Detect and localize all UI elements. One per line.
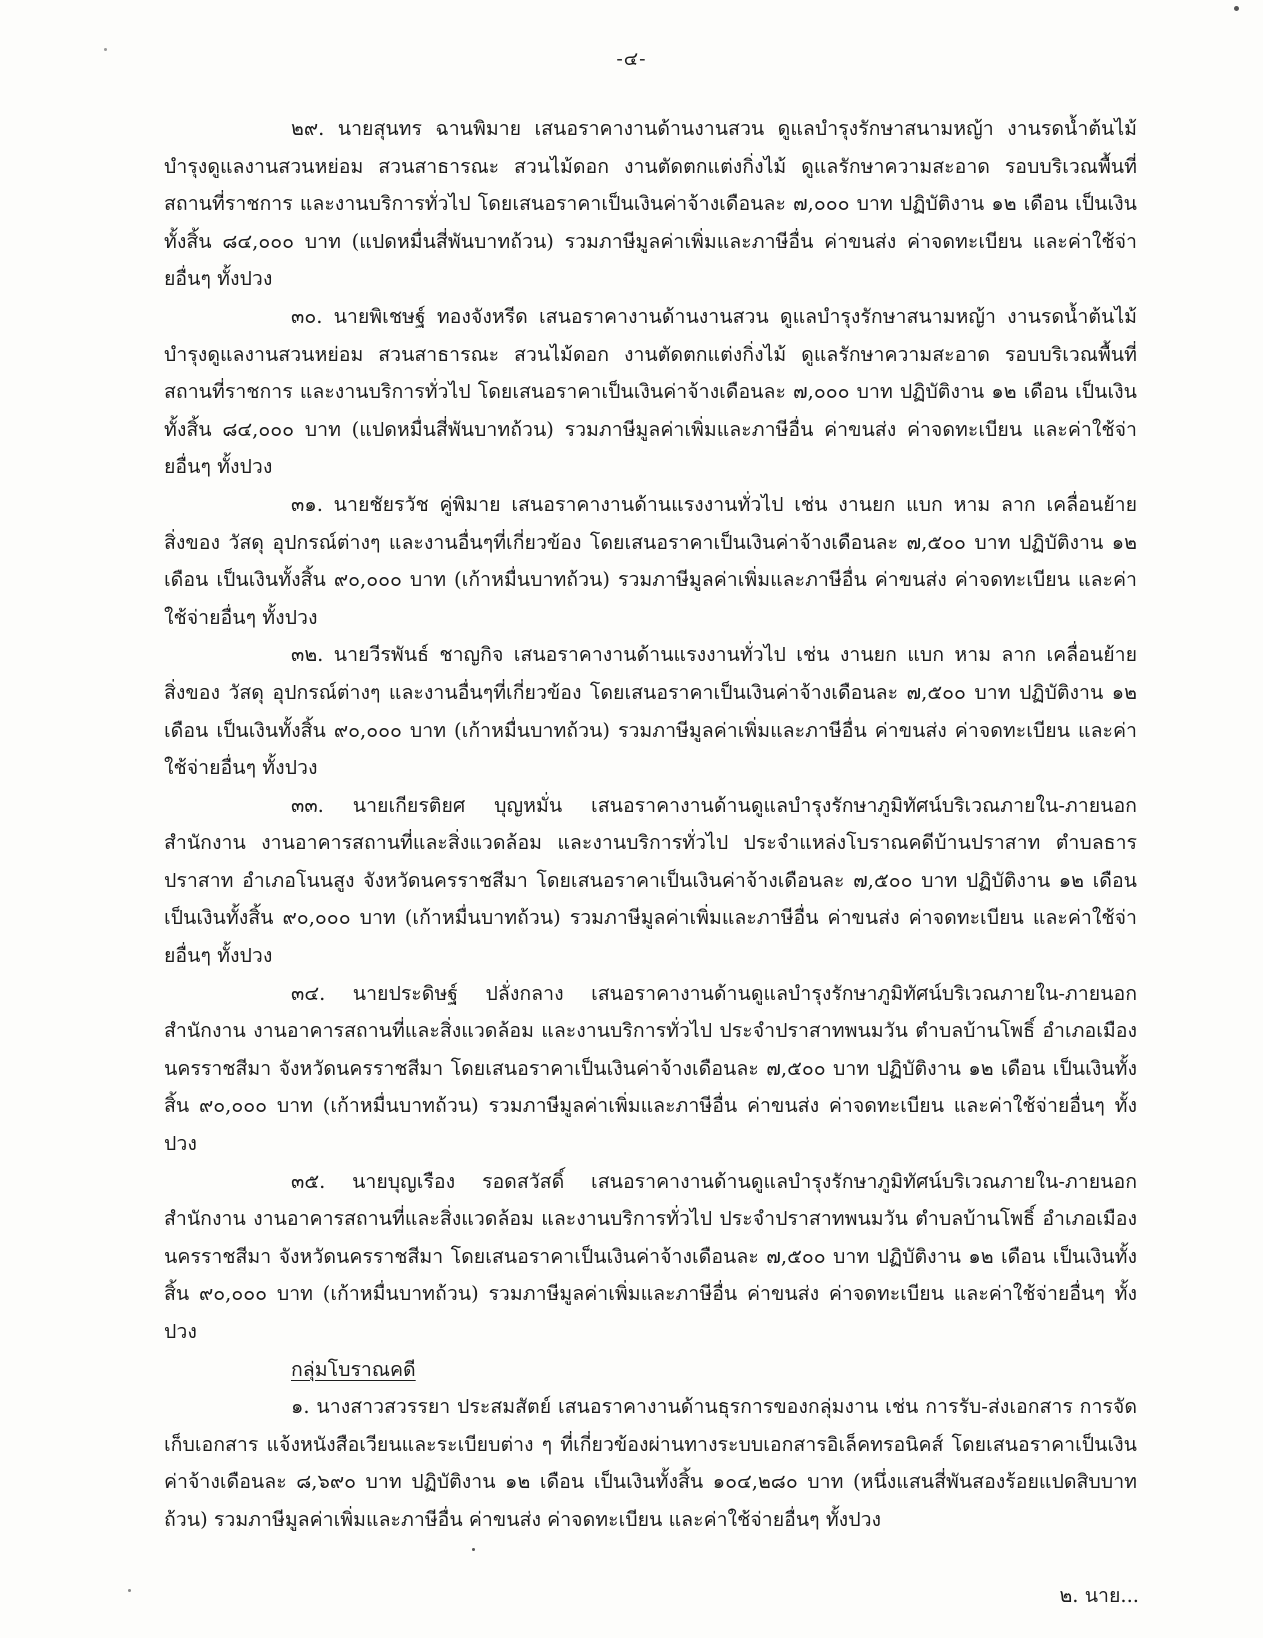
scan-speck: [128, 1589, 131, 1592]
scan-speck: [1234, 6, 1239, 11]
document-body: [164, 110, 1137, 1539]
item-30-paragraph: ๓๐. นายพิเชษฐ์ ทองจังหรีด เสนอราคางานด้านงานสวน ดูแลบำรุงรักษาสนามหญ้า งานรดน้ำต้นไม้ บำรุงดูแลงานสวนหย่อม สวนสาธารณะ สวนไม้ดอก งานตัดตกแต่งกิ่งไม้ ดูแลรักษาความสะอาด รอบบริเวณพื้นที่สถานที่ราชการ และงานบริการทั่วไป โดยเสนอราคาเป็นเงินค่าจ้างเดือนละ ๗,๐๐๐ บาท ปฏิบัติงาน ๑๒ เดือน เป็นเงินทั้งสิ้น ๘๔,๐๐๐ บาท (แปดหมื่นสี่พันบาทถ้วน) รวมภาษีมูลค่าเพิ่มและภาษีอื่น ค่าขนส่ง ค่าจดทะเบียน และค่าใช้จ่ายอื่นๆ ทั้งปวง: [164, 304, 1137, 479]
item-32-paragraph: ๓๒. นายวีรพันธ์ ชาญกิจ เสนอราคางานด้านแรงงานทั่วไป เช่น งานยก แบก หาม ลาก เคลื่อนย้ายสิ่งของ วัสดุ อุปกรณ์ต่างๆ และงานอื่นๆที่เกี่ยวข้อง โดยเสนอราคาเป็นเงินค่าจ้างเดือนละ ๗,๕๐๐ บาท ปฏิบัติงาน ๑๒ เดือน เป็นเงินทั้งสิ้น ๙๐,๐๐๐ บาท (เก้าหมื่นบาทถ้วน) รวมภาษีมูลค่าเพิ่มและภาษีอื่น ค่าขนส่ง ค่าจดทะเบียน และค่าใช้จ่ายอื่นๆ ทั้งปวง: [164, 643, 1137, 780]
item-31-paragraph: ๓๑. นายชัยรวัช คู่พิมาย เสนอราคางานด้านแรงงานทั่วไป เช่น งานยก แบก หาม ลาก เคลื่อนย้ายสิ่งของ วัสดุ อุปกรณ์ต่างๆ และงานอื่นๆที่เกี่ยวข้อง โดยเสนอราคาเป็นเงินค่าจ้างเดือนละ ๗,๕๐๐ บาท ปฏิบัติงาน ๑๒ เดือน เป็นเงินทั้งสิ้น ๙๐,๐๐๐ บาท (เก้าหมื่นบาทถ้วน) รวมภาษีมูลค่าเพิ่มและภาษีอื่น ค่าขนส่ง ค่าจดทะเบียน และค่าใช้จ่ายอื่นๆ ทั้งปวง: [164, 492, 1137, 629]
continuation-note: ๒. นาย...: [1059, 1584, 1139, 1607]
item-35-paragraph: ๓๕. นายบุญเรือง รอดสวัสดิ์ เสนอราคางานด้านดูแลบำรุงรักษาภูมิทัศน์บริเวณภายใน-ภายนอกสำนักงาน งานอาคารสถานที่และสิ่งแวดล้อม และงานบริการทั่วไป ประจำปราสาทพนมวัน ตำบลบ้านโพธิ์ อำเภอเมืองนครราชสีมา จังหวัดนครราชสีมา โดยเสนอราคาเป็นเงินค่าจ้างเดือนละ ๗,๕๐๐ บาท ปฏิบัติงาน ๑๒ เดือน เป็นเงินทั้งสิ้น ๙๐,๐๐๐ บาท (เก้าหมื่นบาทถ้วน) รวมภาษีมูลค่าเพิ่มและภาษีอื่น ค่าขนส่ง ค่าจดทะเบียน และค่าใช้จ่ายอื่นๆ ทั้งปวง: [164, 1169, 1137, 1343]
scan-speck: [472, 1548, 475, 1551]
item-33-paragraph: ๓๓. นายเกียรติยศ บุญหมั่น เสนอราคางานด้านดูแลบำรุงรักษาภูมิทัศน์บริเวณภายใน-ภายนอกสำนักงาน งานอาคารสถานที่และสิ่งแวดล้อม และงานบริการทั่วไป ประจำแหล่งโบราณคดีบ้านปราสาท ตำบลธารปราสาท อำเภอโนนสูง จังหวัดนครราชสีมา โดยเสนอราคาเป็นเงินค่าจ้างเดือนละ ๗,๕๐๐ บาท ปฏิบัติงาน ๑๒ เดือน เป็นเงินทั้งสิ้น ๙๐,๐๐๐ บาท (เก้าหมื่นบาทถ้วน) รวมภาษีมูลค่าเพิ่มและภาษีอื่น ค่าขนส่ง ค่าจดทะเบียน และค่าใช้จ่ายอื่นๆ ทั้งปวง: [164, 793, 1137, 968]
item-34-paragraph: ๓๔. นายประดิษฐ์ ปลั่งกลาง เสนอราคางานด้านดูแลบำรุงรักษาภูมิทัศน์บริเวณภายใน-ภายนอกสำนักงาน งานอาคารสถานที่และสิ่งแวดล้อม และงานบริการทั่วไป ประจำปราสาทพนมวัน ตำบลบ้านโพธิ์ อำเภอเมืองนครราชสีมา จังหวัดนครราชสีมา โดยเสนอราคาเป็นเงินค่าจ้างเดือนละ ๗,๕๐๐ บาท ปฏิบัติงาน ๑๒ เดือน เป็นเงินทั้งสิ้น ๙๐,๐๐๐ บาท (เก้าหมื่นบาทถ้วน) รวมภาษีมูลค่าเพิ่มและภาษีอื่น ค่าขนส่ง ค่าจดทะเบียน และค่าใช้จ่ายอื่นๆ ทั้งปวง: [164, 981, 1137, 1156]
scan-speck: [104, 48, 107, 51]
item-29-paragraph: ๒๙. นายสุนทร ฉานพิมาย เสนอราคางานด้านงานสวน ดูแลบำรุงรักษาสนามหญ้า งานรดน้ำต้นไม้ บำรุงดูแลงานสวนหย่อม สวนสาธารณะ สวนไม้ดอก งานตัดตกแต่งกิ่งไม้ ดูแลรักษาความสะอาด รอบบริเวณพื้นที่สถานที่ราชการ และงานบริการทั่วไป โดยเสนอราคาเป็นเงินค่าจ้างเดือนละ ๗,๐๐๐ บาท ปฏิบัติงาน ๑๒ เดือน เป็นเงินทั้งสิ้น ๘๔,๐๐๐ บาท (แปดหมื่นสี่พันบาทถ้วน) รวมภาษีมูลค่าเพิ่มและภาษีอื่น ค่าขนส่ง ค่าจดทะเบียน และค่าใช้จ่ายอื่นๆ ทั้งปวง: [164, 117, 1137, 291]
section-item-1-paragraph: ๑. นางสาวสวรรยา ประสมสัตย์ เสนอราคางานด้านธุรการของกลุ่มงาน เช่น การรับ-ส่งเอกสาร การจัดเก็บเอกสาร แจ้งหนังสือเวียนและระเบียบต่าง ๆ ที่เกี่ยวข้องผ่านทางระบบเอกสารอิเล็คทรอนิคส์ โดยเสนอราคาเป็นเงินค่าจ้างเดือนละ ๘,๖๙๐ บาท ปฏิบัติงาน ๑๒ เดือน เป็นเงินทั้งสิ้น ๑๐๔,๒๘๐ บาท (หนึ่งแสนสี่พันสองร้อยแปดสิบบาทถ้วน) รวมภาษีมูลค่าเพิ่มและภาษีอื่น ค่าขนส่ง ค่าจดทะเบียน และค่าใช้จ่ายอื่นๆ ทั้งปวง: [164, 1395, 1137, 1531]
page-number: -๔-: [616, 48, 647, 70]
section-heading: กลุ่มโบราณคดี: [291, 1357, 416, 1381]
